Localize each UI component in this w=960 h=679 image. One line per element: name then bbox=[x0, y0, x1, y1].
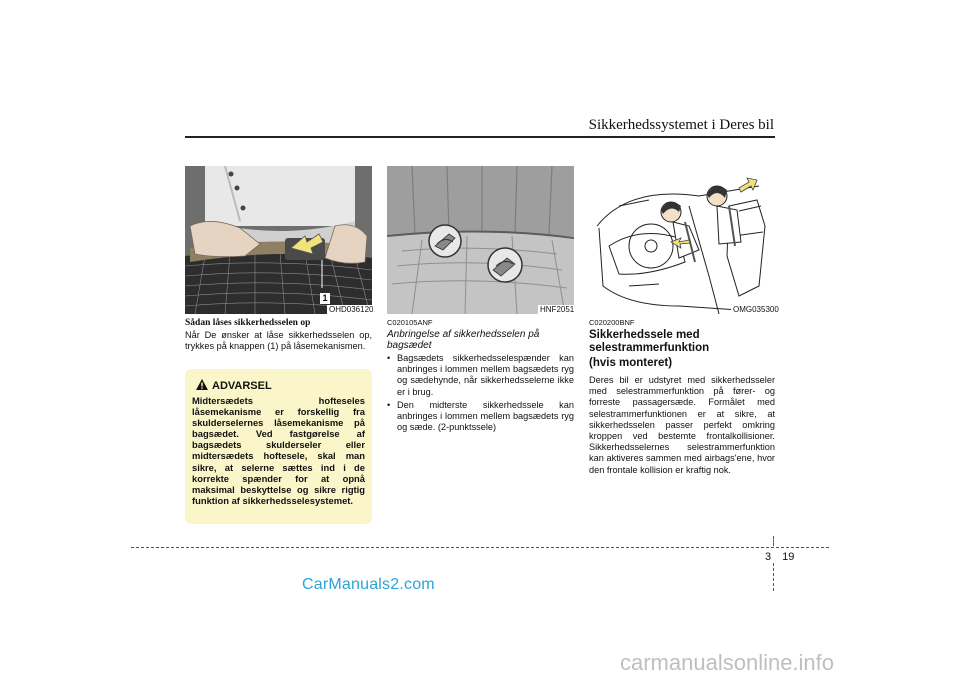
rear-seat-subheading: Anbringelse af sikkerhedsselen på bagsædet bbox=[387, 329, 540, 351]
pretensioner-body: Deres bil er udstyret med sikkerhedsseler med selestrammerfunktion på fører- og forreste passagersæde. Formålet med selestrammerfunktionen er at sikre, at sikkerhedsselen passer perfekt omkring kroppen ved bestemte frontalkollisioner. Sikkerhedsselernes selestrammerfunktion kan aktiveres sammen med airbags'ene, hvor den frontale kollision er kraftig nok. bbox=[589, 375, 775, 475]
image-code: HNF2051 bbox=[540, 305, 575, 314]
ref-code: C020105ANF bbox=[387, 318, 433, 327]
footer-rule bbox=[131, 547, 829, 548]
section-title: Sikkerhedssystemet i Deres bil bbox=[588, 117, 774, 133]
footer-tick bbox=[773, 563, 774, 591]
footer-tick bbox=[773, 536, 774, 546]
warning-title: ADVARSEL bbox=[212, 380, 272, 392]
list-item: • Den midterste sikkerhedssele kan anbringes i lommen mellem bagsædets ryg og sæde. (2-punktssele) bbox=[387, 399, 574, 433]
rear-seat-photo bbox=[387, 166, 574, 314]
image-code: OHD036120 bbox=[329, 305, 374, 314]
unlock-heading: Sådan låses sikkerhedsselen op bbox=[185, 318, 311, 328]
list-item: • Bagsædets sikkerhedsselespænder kan anbringes i lommen mellem bagsædets ryg og sædehynde, når sikkerhedsselerne ikke er i brug. bbox=[387, 353, 574, 397]
page-number bbox=[765, 551, 794, 563]
pretensioner-illustration bbox=[589, 166, 776, 314]
warning-triangle-icon bbox=[196, 379, 208, 393]
ref-code: C020200BNF bbox=[589, 318, 635, 327]
buckle-photo bbox=[185, 166, 372, 314]
watermark-left[interactable]: CarManuals2.com bbox=[302, 576, 435, 593]
warning-box bbox=[185, 369, 372, 524]
chapter-number: 3 bbox=[765, 551, 772, 563]
image-code: OMG035300 bbox=[733, 305, 779, 314]
unlock-body: Når De ønsker at låse sikkerhedsselen op, trykkes på knappen (1) på låsemekanismen. bbox=[185, 330, 372, 352]
watermark-right: carmanualsonline.info bbox=[620, 650, 835, 675]
callout-number: 1 bbox=[320, 293, 330, 304]
warning-text: Midtersædets hofteseles låsemekanisme er forskellig fra skulderselernes låsemekanisme på bagsædet. Ved fastgørelse af bagsædets skulderseler eller midtersædets hoftesele, skal man sikre, at selerne sættes ind i de korrekte spænder for at opnå maksimal beskyttelse og sikre rigtig funktion af sikkerhedsselesystemet. bbox=[192, 395, 365, 506]
warning-header bbox=[196, 379, 365, 393]
rear-seat-bullets bbox=[387, 353, 574, 435]
header-rule bbox=[185, 136, 775, 138]
page-number-value: 19 bbox=[782, 551, 795, 563]
pretensioner-heading: Sikkerhedssele med selestrammerfunktion (hvis monteret) bbox=[589, 329, 710, 369]
